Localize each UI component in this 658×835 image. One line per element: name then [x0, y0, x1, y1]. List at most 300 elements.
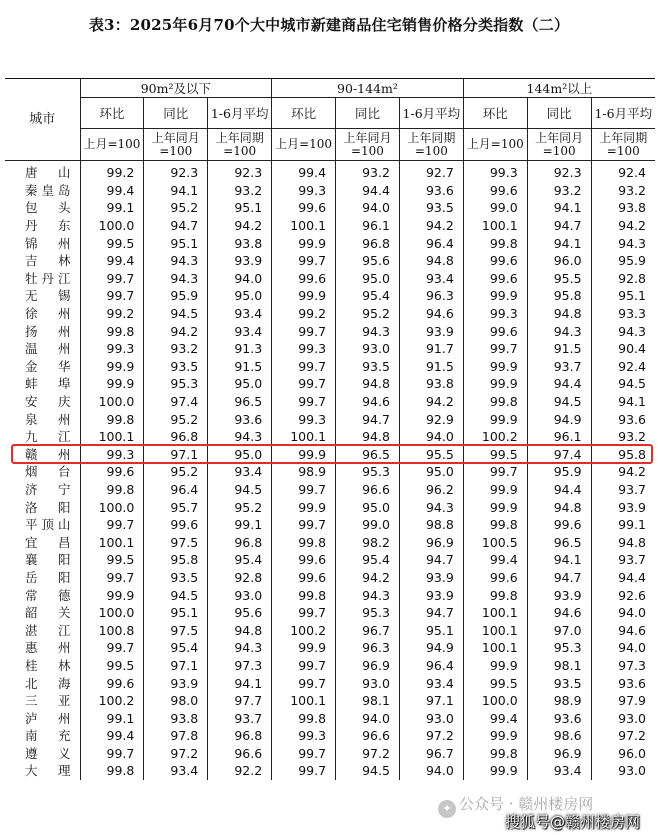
city-name: 北海 [25, 675, 71, 691]
index-value: 94.3 [144, 252, 208, 270]
index-value: 95.6 [208, 604, 272, 622]
index-value: 96.6 [208, 745, 272, 763]
index-value: 94.5 [591, 375, 655, 393]
index-value: 93.9 [144, 674, 208, 692]
index-value: 94.4 [591, 569, 655, 587]
index-value: 93.0 [336, 674, 400, 692]
index-value: 93.4 [144, 762, 208, 780]
index-value: 94.0 [336, 709, 400, 727]
table-row [5, 358, 655, 376]
index-value: 100.5 [463, 533, 527, 551]
index-value: 99.9 [80, 586, 144, 604]
index-value: 98.2 [336, 533, 400, 551]
index-value: 99.6 [272, 270, 336, 288]
index-value: 95.1 [399, 621, 463, 639]
index-value: 99.6 [527, 516, 591, 534]
sub-header-avg: 1-6月平均 [208, 98, 272, 129]
index-value: 99.8 [463, 745, 527, 763]
index-value: 95.2 [336, 305, 400, 323]
sub-header-mom: 环比 [272, 98, 336, 129]
index-value: 93.6 [591, 674, 655, 692]
index-value: 95.9 [144, 287, 208, 305]
index-value: 95.8 [527, 287, 591, 305]
index-value: 99.6 [463, 270, 527, 288]
index-value: 93.6 [399, 182, 463, 200]
index-value: 93.9 [399, 322, 463, 340]
table-row [5, 674, 655, 692]
sub-header-yoy: 同比 [527, 98, 591, 129]
index-value: 94.8 [527, 498, 591, 516]
index-value: 99.9 [272, 234, 336, 252]
index-value: 94.5 [336, 762, 400, 780]
table-row [5, 463, 655, 481]
index-value: 95.0 [208, 375, 272, 393]
index-value: 99.8 [272, 586, 336, 604]
base-header-yoy: 上年同月=100 [144, 129, 208, 161]
index-value: 99.4 [80, 182, 144, 200]
city-name: 襄阳 [25, 552, 71, 568]
index-value: 94.7 [399, 604, 463, 622]
index-value: 94.0 [399, 428, 463, 446]
index-value: 99.9 [272, 639, 336, 657]
index-value: 94.6 [336, 393, 400, 411]
wechat-icon: ✦ [438, 800, 456, 818]
index-value: 99.6 [80, 463, 144, 481]
index-value: 100.0 [463, 692, 527, 710]
index-value: 98.1 [336, 692, 400, 710]
index-value: 99.7 [272, 516, 336, 534]
index-value: 95.2 [144, 463, 208, 481]
city-name: 泸州 [25, 710, 71, 726]
index-value: 94.3 [336, 586, 400, 604]
index-value: 99.2 [80, 305, 144, 323]
index-value: 99.7 [272, 604, 336, 622]
index-value: 99.3 [272, 340, 336, 358]
index-value: 99.9 [463, 498, 527, 516]
city-name: 三亚 [25, 693, 71, 709]
index-value: 94.1 [144, 182, 208, 200]
index-value: 99.9 [463, 762, 527, 780]
index-value: 99.7 [272, 745, 336, 763]
index-value: 97.5 [144, 533, 208, 551]
index-value: 99.6 [272, 569, 336, 587]
index-value: 95.4 [144, 639, 208, 657]
index-value: 93.0 [208, 586, 272, 604]
sub-header-yoy: 同比 [336, 98, 400, 129]
index-value: 91.7 [399, 340, 463, 358]
index-value: 96.1 [527, 428, 591, 446]
index-value: 95.4 [336, 287, 400, 305]
city-name: 洛阳 [25, 499, 71, 515]
city-name: 南充 [25, 728, 71, 744]
index-value: 93.4 [399, 270, 463, 288]
index-value: 98.0 [144, 692, 208, 710]
table-row [5, 692, 655, 710]
index-value: 99.5 [463, 674, 527, 692]
index-value: 99.4 [463, 551, 527, 569]
index-value: 95.0 [208, 287, 272, 305]
table-row [5, 516, 655, 534]
index-value: 99.9 [463, 358, 527, 376]
city-name: 平顶山 [25, 517, 71, 533]
index-value: 95.3 [336, 604, 400, 622]
index-value: 100.2 [80, 692, 144, 710]
index-value: 99.9 [272, 287, 336, 305]
index-value: 99.7 [80, 287, 144, 305]
table-row [5, 287, 655, 305]
index-value: 93.4 [208, 322, 272, 340]
index-value: 99.3 [80, 446, 144, 464]
city-name: 金华 [25, 358, 71, 374]
index-value: 99.7 [272, 657, 336, 675]
table-body [5, 161, 655, 780]
index-value: 92.3 [527, 161, 591, 182]
city-column-header: 城市 [5, 79, 80, 161]
table-row [5, 322, 655, 340]
index-value: 92.8 [208, 569, 272, 587]
index-value: 99.9 [463, 410, 527, 428]
index-value: 93.2 [336, 161, 400, 182]
index-value: 95.0 [208, 446, 272, 464]
index-value: 95.9 [527, 463, 591, 481]
index-value: 97.7 [208, 692, 272, 710]
index-value: 95.9 [591, 252, 655, 270]
index-value: 93.4 [399, 674, 463, 692]
index-value: 99.7 [80, 745, 144, 763]
city-name: 常德 [25, 587, 71, 603]
index-value: 94.8 [208, 621, 272, 639]
index-value: 93.4 [208, 463, 272, 481]
base-header-mom: 上月=100 [272, 129, 336, 161]
index-value: 99.3 [272, 182, 336, 200]
index-value: 97.9 [591, 692, 655, 710]
city-name: 无锡 [25, 288, 71, 304]
index-value: 100.1 [463, 217, 527, 235]
city-name: 蚌埠 [25, 376, 71, 392]
index-value: 97.0 [527, 621, 591, 639]
index-value: 99.7 [80, 270, 144, 288]
index-value: 93.6 [591, 410, 655, 428]
index-value: 97.8 [144, 727, 208, 745]
index-value: 100.1 [463, 604, 527, 622]
index-value: 94.2 [144, 322, 208, 340]
sub-header-avg: 1-6月平均 [591, 98, 655, 129]
index-value: 99.8 [80, 762, 144, 780]
index-value: 100.1 [272, 692, 336, 710]
city-name: 大理 [25, 763, 71, 779]
index-value: 93.7 [527, 358, 591, 376]
index-value: 96.0 [527, 252, 591, 270]
index-value: 99.2 [272, 305, 336, 323]
index-value: 96.8 [144, 428, 208, 446]
table-row [5, 604, 655, 622]
table-row [5, 161, 655, 182]
index-value: 94.2 [591, 217, 655, 235]
index-value: 91.5 [399, 358, 463, 376]
index-value: 93.9 [591, 498, 655, 516]
index-value: 97.3 [208, 657, 272, 675]
index-value: 99.9 [272, 498, 336, 516]
index-value: 99.9 [463, 287, 527, 305]
index-value: 94.7 [144, 217, 208, 235]
index-value: 96.9 [399, 533, 463, 551]
index-value: 99.6 [463, 252, 527, 270]
index-value: 99.1 [591, 516, 655, 534]
city-name: 惠州 [25, 640, 71, 656]
index-value: 95.1 [591, 287, 655, 305]
index-value: 94.5 [208, 481, 272, 499]
index-value: 99.7 [272, 322, 336, 340]
index-value: 97.1 [399, 692, 463, 710]
table-row [5, 727, 655, 745]
base-header-mom: 上月=100 [463, 129, 527, 161]
index-value: 94.0 [336, 199, 400, 217]
index-value: 93.0 [399, 709, 463, 727]
index-value: 93.2 [591, 182, 655, 200]
index-value: 96.5 [208, 393, 272, 411]
index-value: 94.3 [208, 639, 272, 657]
base-header-mom: 上月=100 [80, 129, 144, 161]
index-value: 96.3 [399, 287, 463, 305]
index-value: 96.6 [336, 727, 400, 745]
table-row [5, 410, 655, 428]
index-value: 99.8 [80, 481, 144, 499]
city-name: 牡丹江 [25, 270, 71, 286]
index-value: 99.6 [463, 182, 527, 200]
index-value: 94.8 [399, 252, 463, 270]
index-value: 99.3 [463, 161, 527, 182]
index-value: 93.4 [527, 762, 591, 780]
index-value: 99.7 [272, 375, 336, 393]
index-value: 97.4 [527, 446, 591, 464]
city-name: 岳阳 [25, 569, 71, 585]
index-value: 100.1 [80, 428, 144, 446]
index-value: 95.1 [144, 604, 208, 622]
index-value: 95.8 [144, 551, 208, 569]
city-name: 扬州 [25, 323, 71, 339]
city-name: 济宁 [25, 481, 71, 497]
sub-header-yoy: 同比 [144, 98, 208, 129]
index-value: 99.8 [80, 322, 144, 340]
city-name: 九江 [25, 429, 71, 445]
index-value: 94.3 [591, 234, 655, 252]
group-header-medium: 90-144m² [272, 79, 464, 98]
index-value: 94.0 [208, 270, 272, 288]
index-value: 93.7 [208, 709, 272, 727]
index-value: 99.5 [80, 234, 144, 252]
index-value: 99.5 [463, 446, 527, 464]
index-value: 94.0 [399, 762, 463, 780]
index-value: 94.9 [527, 410, 591, 428]
index-value: 99.9 [80, 375, 144, 393]
index-value: 93.8 [208, 234, 272, 252]
table-row [5, 234, 655, 252]
index-value: 99.0 [336, 516, 400, 534]
index-value: 94.6 [399, 305, 463, 323]
index-value: 92.9 [399, 410, 463, 428]
index-value: 94.5 [144, 586, 208, 604]
index-value: 94.1 [591, 393, 655, 411]
index-value: 99.3 [463, 305, 527, 323]
index-value: 99.3 [272, 410, 336, 428]
index-value: 99.6 [272, 199, 336, 217]
index-value: 92.7 [399, 161, 463, 182]
index-value: 93.7 [591, 551, 655, 569]
index-value: 94.3 [527, 322, 591, 340]
index-value: 98.1 [527, 657, 591, 675]
index-value: 95.6 [336, 252, 400, 270]
index-value: 96.2 [399, 481, 463, 499]
index-value: 95.1 [144, 234, 208, 252]
index-value: 93.5 [144, 569, 208, 587]
base-header-avg: 上年同期=100 [208, 129, 272, 161]
index-value: 93.9 [527, 586, 591, 604]
index-value: 93.6 [527, 709, 591, 727]
table-row [5, 270, 655, 288]
table-row [5, 569, 655, 587]
city-name: 湛江 [25, 622, 71, 638]
index-value: 99.7 [80, 569, 144, 587]
index-value: 96.8 [208, 533, 272, 551]
index-value: 99.6 [463, 322, 527, 340]
index-value: 99.4 [80, 252, 144, 270]
index-value: 99.7 [272, 252, 336, 270]
index-value: 94.2 [208, 217, 272, 235]
index-value: 93.2 [144, 340, 208, 358]
index-value: 99.3 [80, 340, 144, 358]
index-value: 94.8 [527, 305, 591, 323]
index-value: 96.4 [144, 481, 208, 499]
base-header-yoy: 上年同月=100 [527, 129, 591, 161]
index-value: 96.1 [336, 217, 400, 235]
index-value: 93.6 [208, 410, 272, 428]
city-name: 宜昌 [25, 534, 71, 550]
index-value: 95.2 [144, 199, 208, 217]
index-value: 99.8 [463, 393, 527, 411]
index-value: 98.6 [527, 727, 591, 745]
index-value: 99.7 [272, 393, 336, 411]
index-value: 94.0 [591, 604, 655, 622]
index-value: 94.7 [527, 217, 591, 235]
index-value: 99.3 [272, 727, 336, 745]
index-value: 99.9 [463, 375, 527, 393]
index-value: 93.9 [399, 586, 463, 604]
index-value: 94.2 [591, 463, 655, 481]
index-value: 95.3 [336, 463, 400, 481]
table-row [5, 498, 655, 516]
index-value: 96.0 [591, 745, 655, 763]
city-name: 唐山 [25, 165, 71, 181]
index-value: 93.7 [591, 481, 655, 499]
index-value: 100.0 [80, 393, 144, 411]
index-value: 97.4 [144, 393, 208, 411]
table-row [5, 375, 655, 393]
index-value: 93.8 [591, 199, 655, 217]
table-row [5, 393, 655, 411]
index-value: 99.6 [272, 551, 336, 569]
table-row [5, 709, 655, 727]
index-value: 94.2 [399, 393, 463, 411]
index-value: 94.1 [527, 199, 591, 217]
index-value: 100.2 [272, 621, 336, 639]
table-row [5, 199, 655, 217]
table-row [5, 340, 655, 358]
sub-header-mom: 环比 [463, 98, 527, 129]
group-header-large: 144m²以上 [463, 79, 655, 98]
index-value: 91.5 [527, 340, 591, 358]
index-value: 98.8 [399, 516, 463, 534]
index-value: 99.0 [463, 199, 527, 217]
city-name: 遵义 [25, 745, 71, 761]
index-value: 94.4 [527, 481, 591, 499]
city-name: 赣州 [25, 446, 71, 462]
city-name: 秦皇岛 [25, 182, 71, 198]
index-value: 93.9 [399, 569, 463, 587]
index-value: 94.5 [144, 305, 208, 323]
index-value: 100.2 [463, 428, 527, 446]
index-value: 99.7 [463, 463, 527, 481]
index-value: 97.5 [144, 621, 208, 639]
index-value: 100.8 [80, 621, 144, 639]
index-value: 92.4 [591, 358, 655, 376]
watermark-text: 公众号 · 赣州楼房网 [459, 795, 594, 813]
index-value: 94.4 [527, 375, 591, 393]
index-value: 94.3 [208, 428, 272, 446]
price-index-table [5, 78, 655, 780]
index-value: 99.8 [463, 234, 527, 252]
index-value: 100.0 [80, 604, 144, 622]
index-value: 99.8 [272, 709, 336, 727]
index-value: 95.4 [208, 551, 272, 569]
index-value: 90.4 [591, 340, 655, 358]
index-value: 95.2 [208, 498, 272, 516]
index-value: 93.5 [336, 358, 400, 376]
index-value: 94.3 [591, 322, 655, 340]
city-name: 烟台 [25, 464, 71, 480]
table-row [5, 657, 655, 675]
table-row [5, 621, 655, 639]
index-value: 93.5 [527, 674, 591, 692]
index-value: 95.0 [399, 463, 463, 481]
index-value: 94.0 [591, 639, 655, 657]
index-value: 96.7 [399, 745, 463, 763]
index-value: 99.9 [80, 358, 144, 376]
index-value: 96.4 [399, 234, 463, 252]
index-value: 92.2 [208, 762, 272, 780]
index-value: 99.7 [272, 481, 336, 499]
table-row [5, 252, 655, 270]
index-value: 92.3 [144, 161, 208, 182]
index-value: 99.5 [80, 551, 144, 569]
index-value: 94.7 [399, 551, 463, 569]
watermark-sohu: 搜狐号@赣州楼房网 [505, 813, 641, 831]
index-value: 99.7 [272, 358, 336, 376]
index-value: 96.8 [208, 727, 272, 745]
base-header-avg: 上年同期=100 [399, 129, 463, 161]
index-value: 96.4 [399, 657, 463, 675]
index-value: 93.5 [399, 199, 463, 217]
index-value: 93.9 [208, 252, 272, 270]
highlight-box [11, 444, 653, 465]
index-value: 94.1 [208, 674, 272, 692]
index-value: 99.8 [463, 516, 527, 534]
index-value: 96.5 [336, 446, 400, 464]
index-value: 100.1 [272, 217, 336, 235]
index-value: 97.2 [336, 745, 400, 763]
index-value: 99.9 [272, 446, 336, 464]
index-value: 94.9 [399, 639, 463, 657]
index-value: 91.5 [208, 358, 272, 376]
